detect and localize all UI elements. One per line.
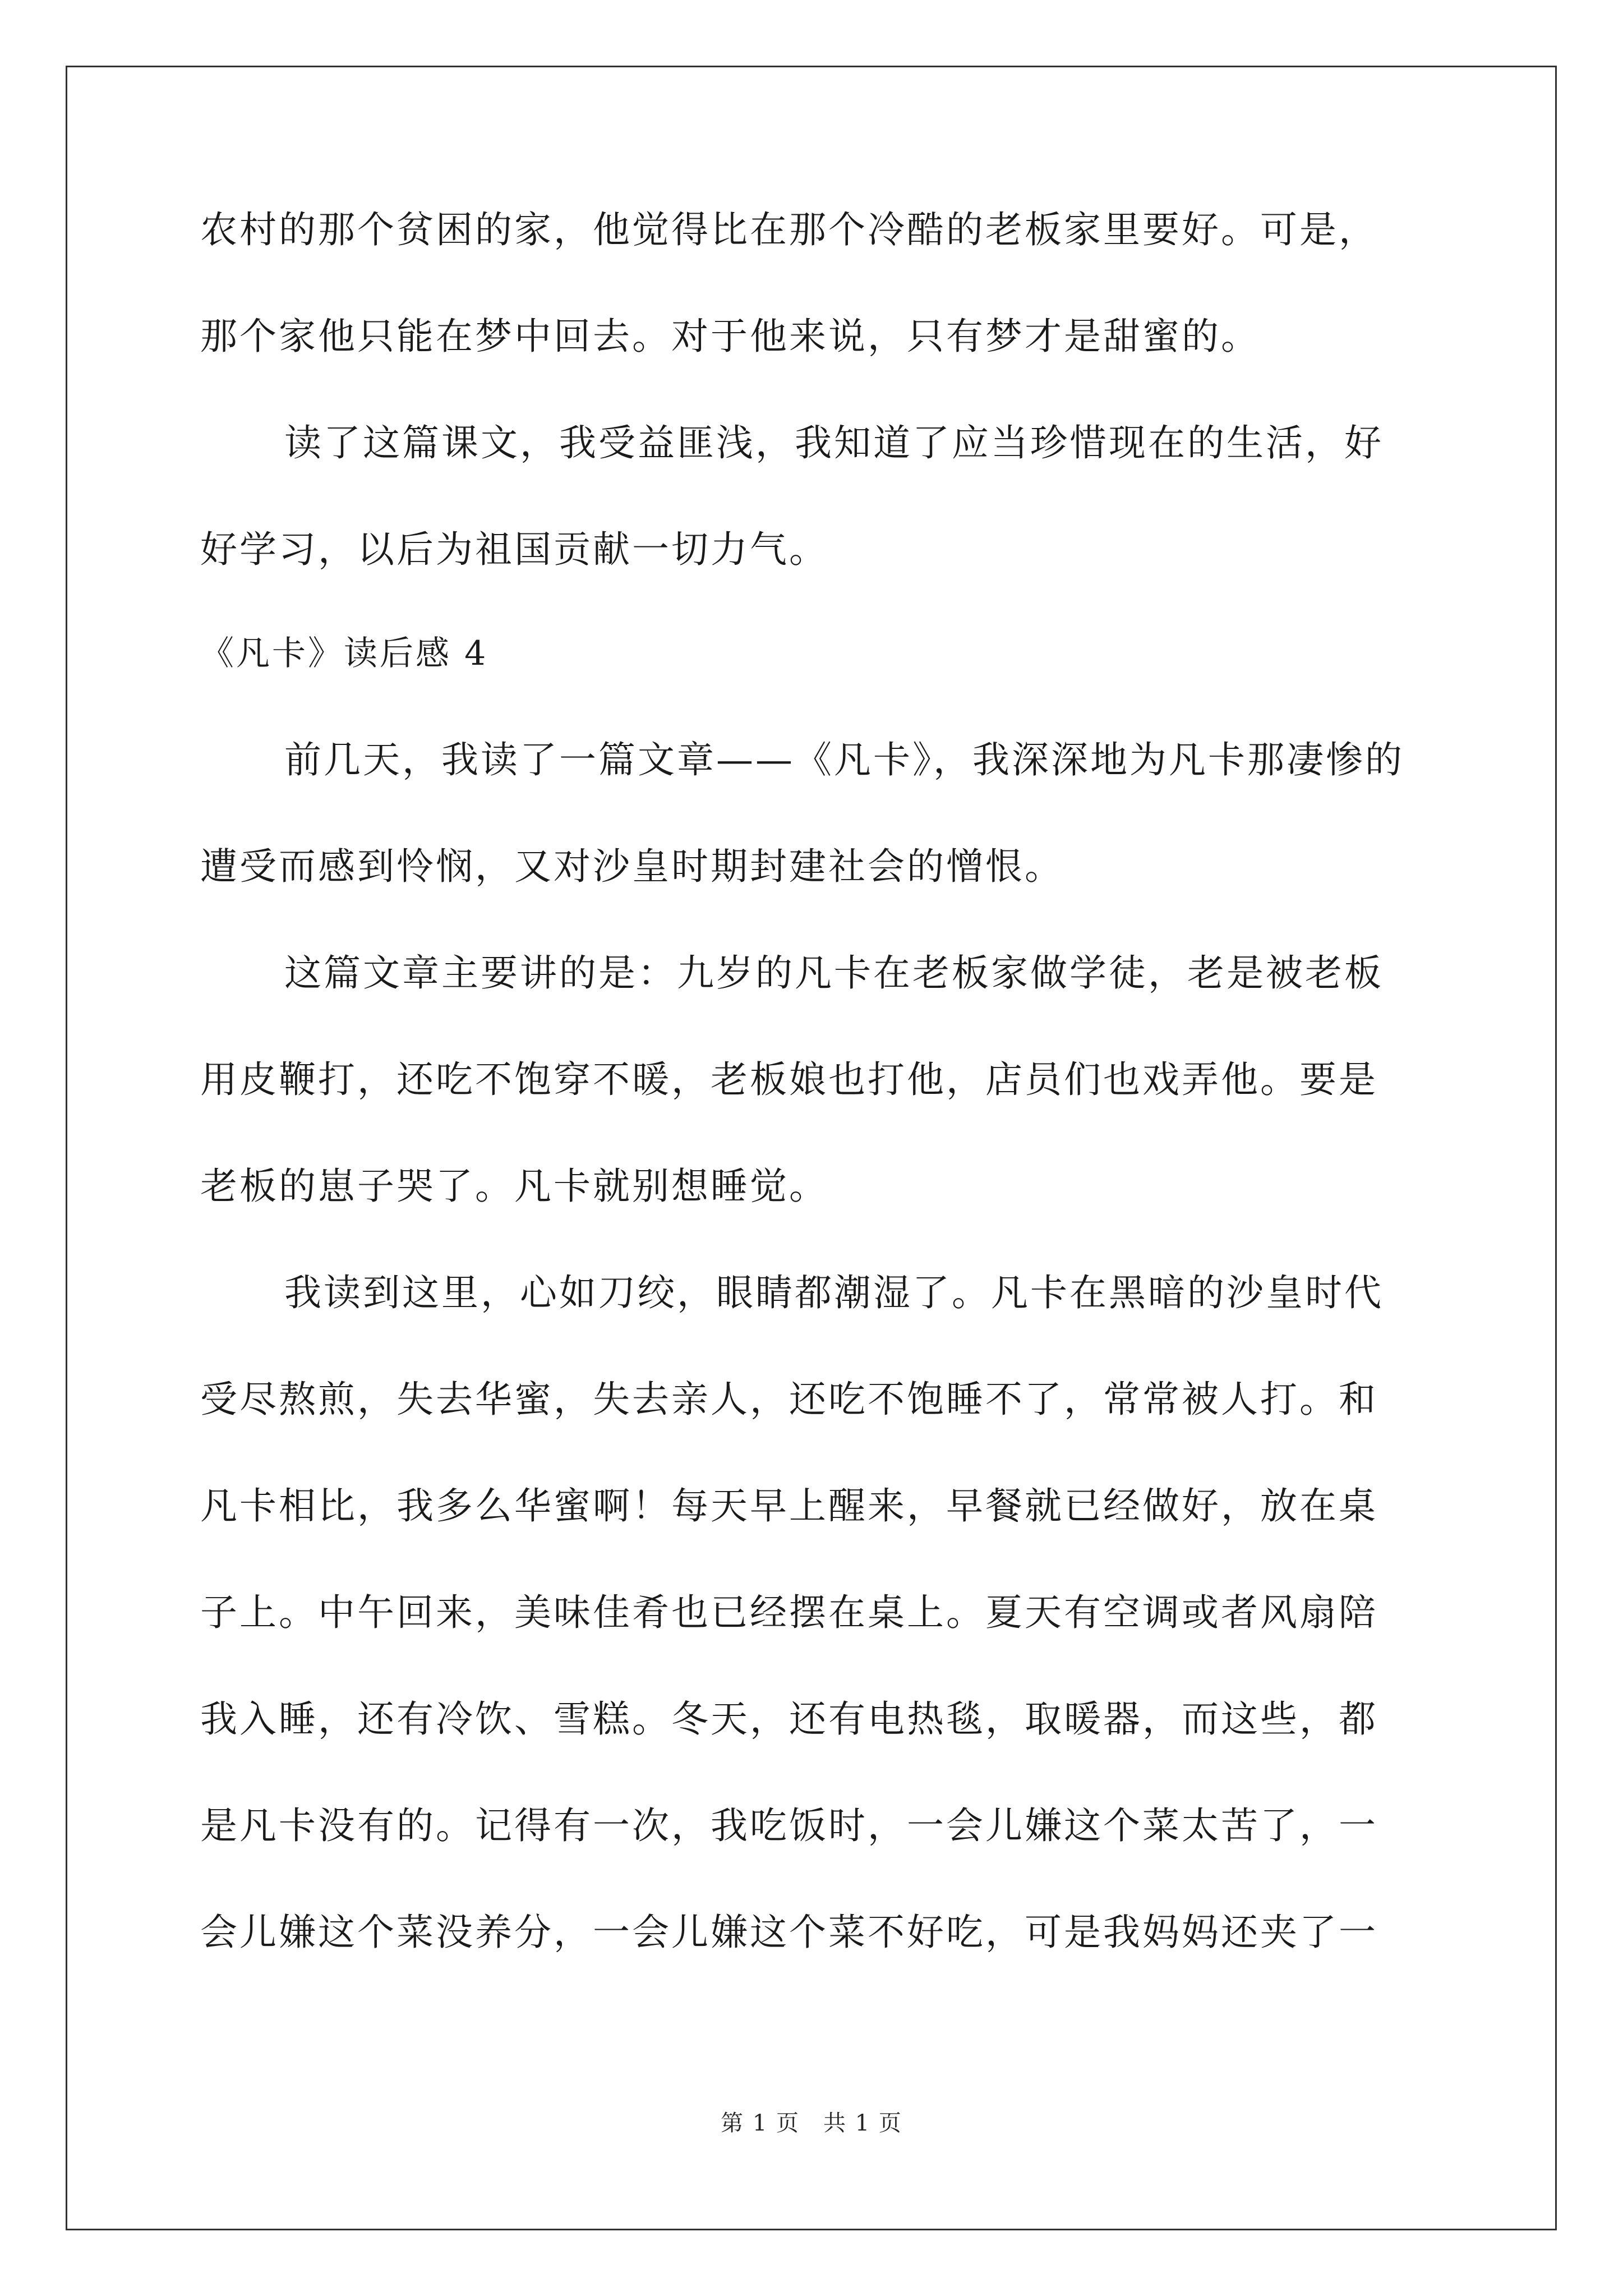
text-line: 用皮鞭打，还吃不饱穿不暖，老板娘也打他，店员们也戏弄他。要是 [200,1058,1378,1101]
text-line: 我入睡，还有冷饮、雪糕。冬天，还有电热毯，取暖器，而这些，都 [200,1697,1378,1741]
text-line: 子上。中午回来，美味佳肴也已经摆在桌上。夏天有空调或者风扇陪 [200,1591,1378,1634]
text-line: 凡卡相比，我多么华蜜啊！每天早上醒来，早餐就已经做好，放在桌 [200,1484,1378,1527]
text-line: 是凡卡没有的。记得有一次，我吃饭时，一会儿嫌这个菜太苦了，一 [200,1804,1378,1847]
text-line: 老板的崽子哭了。凡卡就别想睡觉。 [200,1165,828,1208]
text-line: 好学习，以后为祖国贡献一切力气。 [200,528,828,571]
text-line: 受尽熬煎，失去华蜜，失去亲人，还吃不饱睡不了，常常被人打。和 [200,1378,1378,1421]
paragraph-start: 这篇文章主要讲的是：九岁的凡卡在老板家做学徒，老是被老板 [284,951,1384,995]
section-heading: 《凡卡》读后感 4 [200,634,488,673]
paragraph-start: 前几天，我读了一篇文章——《凡卡》，我深深地为凡卡那凄惨的 [284,738,1404,781]
text-line: 那个家他只能在梦中回去。对于他来说，只有梦才是甜蜜的。 [200,315,1260,358]
text-line: 遭受而感到怜悯，又对沙皇时期封建社会的憎恨。 [200,845,1064,888]
paragraph-start: 我读到这里，心如刀绞，眼睛都潮湿了。凡卡在黑暗的沙皇时代 [284,1271,1384,1314]
text-line: 会儿嫌这个菜没养分，一会儿嫌这个菜不好吃，可是我妈妈还夹了一 [200,1911,1378,1954]
page-number: 第 1 页 共 1 页 [721,2110,902,2136]
text-line: 农村的那个贫困的家，他觉得比在那个冷酷的老板家里要好。可是， [200,208,1378,251]
paragraph-start: 读了这篇课文，我受益匪浅，我知道了应当珍惜现在的生活，好 [284,421,1384,464]
